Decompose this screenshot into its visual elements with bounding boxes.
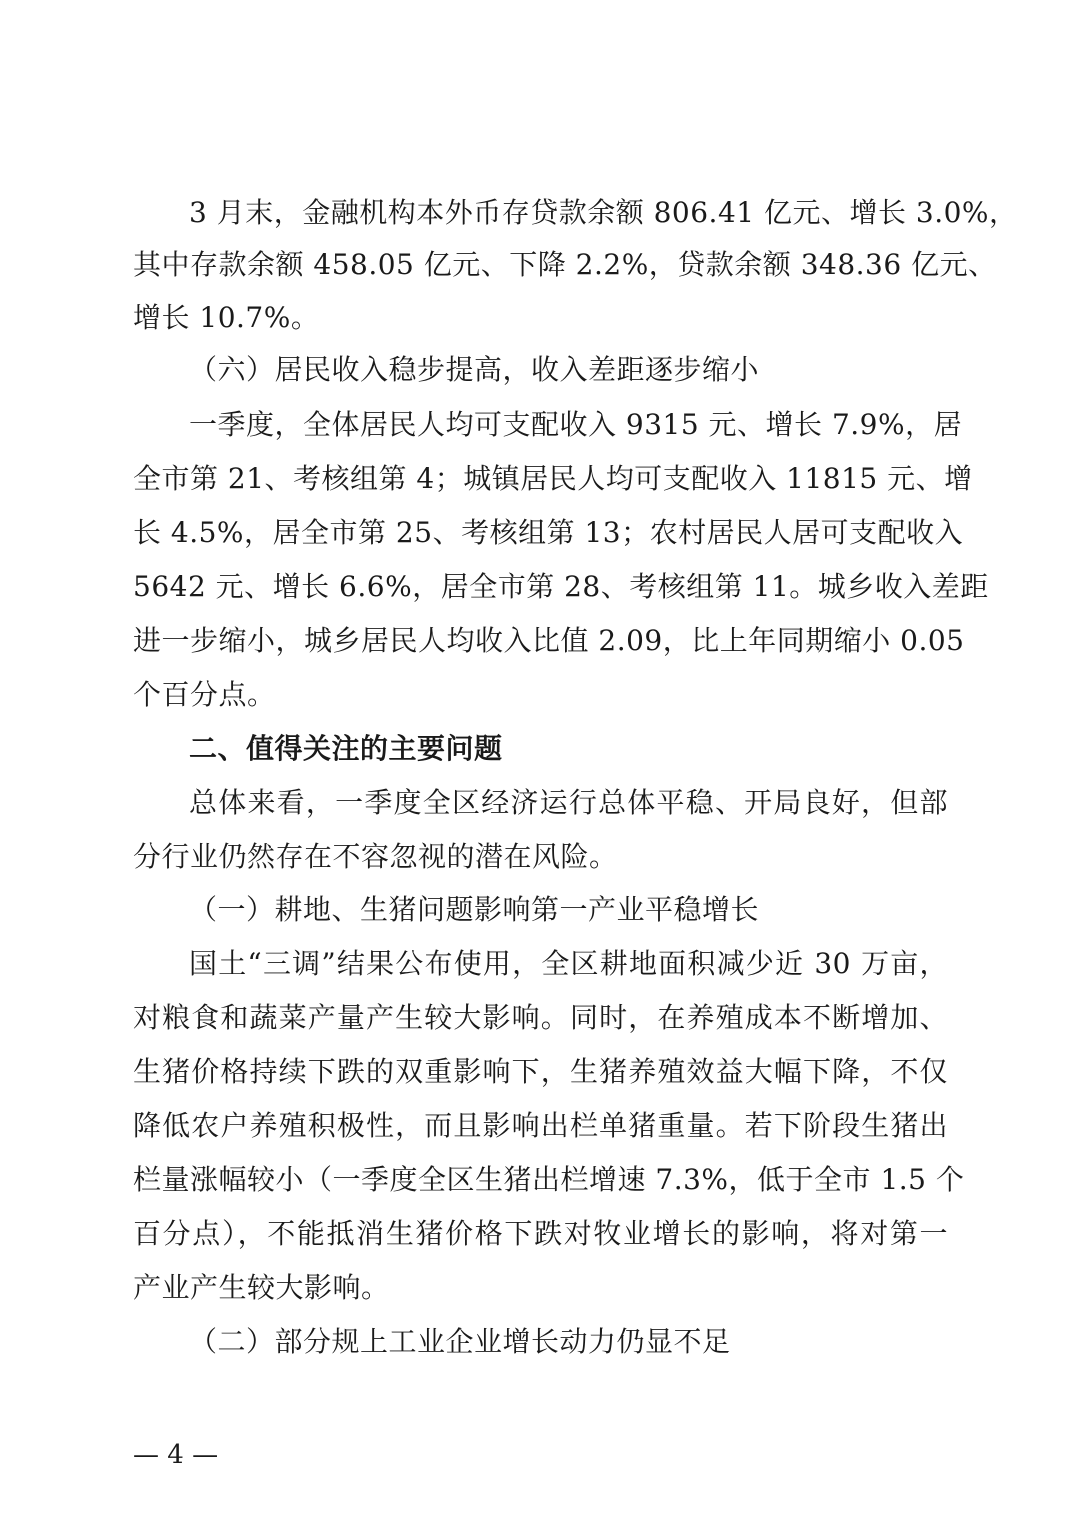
heading-industry: （二）部分规上工业企业增长动力仍显不足 [189, 1325, 731, 1358]
farmland-line-7: 产业产生较大影响。 [133, 1271, 390, 1304]
income-line-1: 一季度，全体居民人均可支配收入 9315 元、增长 7.9%，居 [189, 408, 963, 441]
finance-line-1: 3 月末，金融机构本外币存贷款余额 806.41 亿元、增长 3.0%， [189, 196, 1018, 229]
heading-farmland: （一）耕地、生猪问题影响第一产业平稳增长 [189, 893, 760, 926]
page-number: — 4 — [133, 1440, 219, 1470]
income-line-3: 长 4.5%，居全市第 25、考核组第 13；农村居民人居可支配收入 [133, 516, 964, 549]
finance-line-3: 增长 10.7%。 [133, 301, 320, 334]
overview-line-1: 总体来看，一季度全区经济运行总体平稳、开局良好，但部 [189, 786, 948, 819]
income-line-2: 全市第 21、考核组第 4；城镇居民人均可支配收入 11815 元、增 [133, 462, 973, 495]
farmland-line-4: 降低农户养殖积极性，而且影响出栏单猪重量。若下阶段生猪出 [133, 1109, 948, 1142]
heading-income: （六）居民收入稳步提高，收入差距逐步缩小 [189, 353, 760, 386]
section-title: 二、值得关注的主要问题 [189, 732, 503, 765]
income-line-6: 个百分点。 [133, 678, 276, 711]
finance-line-2: 其中存款余额 458.05 亿元、下降 2.2%，贷款余额 348.36 亿元、 [133, 248, 997, 281]
overview-line-2: 分行业仍然存在不容忽视的潜在风险。 [133, 840, 618, 873]
income-line-5: 进一步缩小，城乡居民人均收入比值 2.09，比上年同期缩小 0.05 [133, 624, 965, 657]
farmland-line-3: 生猪价格持续下跌的双重影响下，生猪养殖效益大幅下降，不仅 [133, 1055, 948, 1088]
farmland-line-2: 对粮食和蔬菜产量产生较大影响。同时，在养殖成本不断增加、 [133, 1001, 948, 1034]
income-line-4: 5642 元、增长 6.6%，居全市第 28、考核组第 11。城乡收入差距 [133, 570, 989, 603]
farmland-line-1: 国土“三调”结果公布使用，全区耕地面积减少近 30 万亩， [189, 947, 948, 980]
farmland-line-6: 百分点），不能抵消生猪价格下跌对牧业增长的影响，将对第一 [133, 1217, 948, 1250]
farmland-line-5: 栏量涨幅较小（一季度全区生猪出栏增速 7.3%，低于全市 1.5 个 [133, 1163, 965, 1196]
